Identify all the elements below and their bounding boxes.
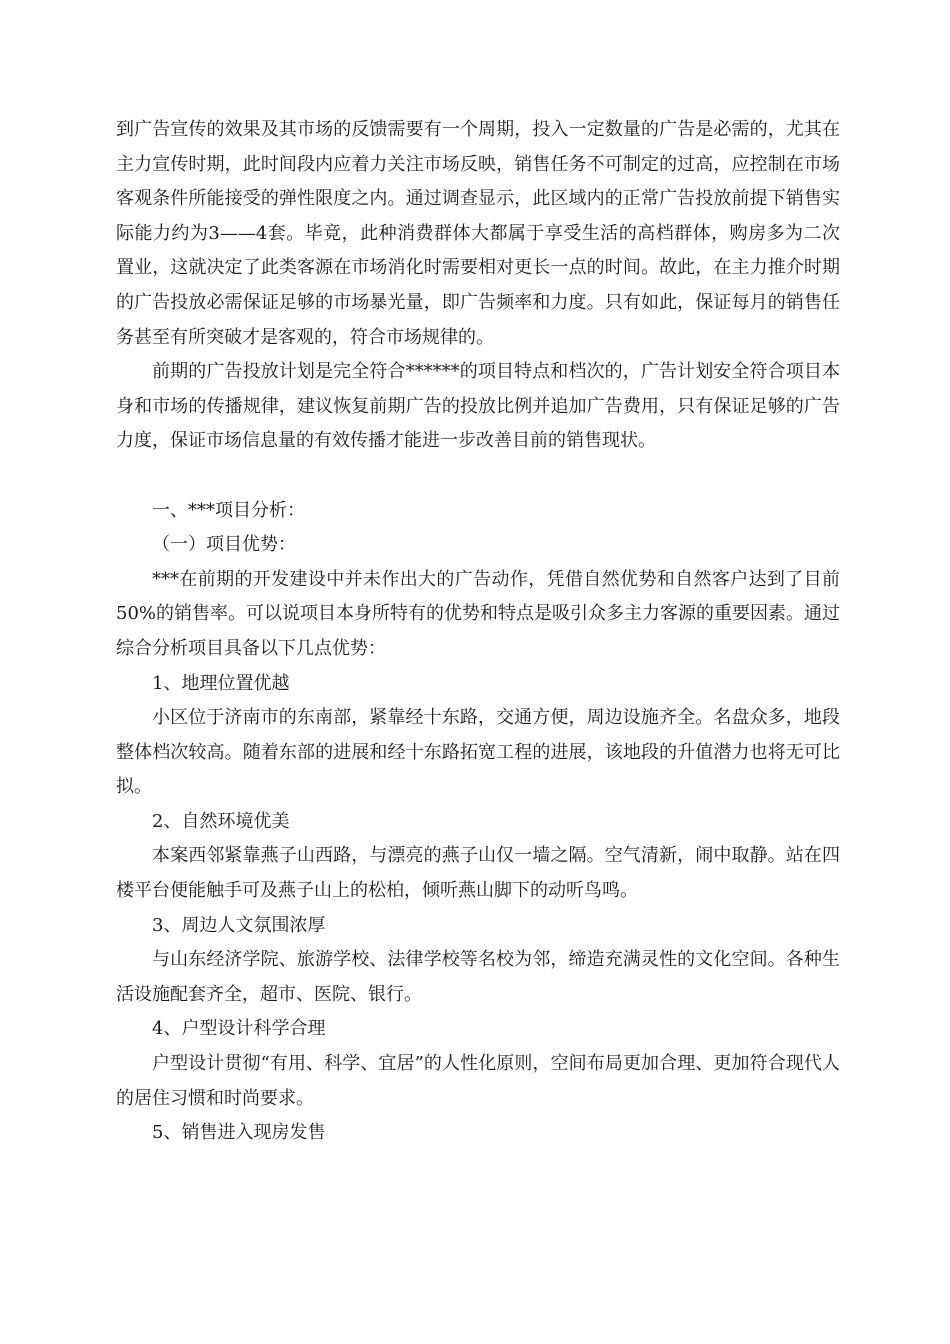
- item-text-2: 本案西邻紧靠燕子山西路，与漂亮的燕子山仅一墙之隔。空气清新，闹中取静。站在四楼平台便能触手可及燕子山上的松柏，倾听燕山脚下的动听鸟鸣。: [116, 845, 840, 902]
- subsection-heading: （一）项目优势：: [152, 534, 296, 556]
- item-text-3: 与山东经济学院、旅游学校、法律学校等名校为邻，缔造充满灵性的文化空间。各种生活设施配套齐全，超市、医院、银行。: [116, 949, 840, 1005]
- paragraph-ad-plan: 前期的广告投放计划是完全符合******的项目特点和档次的，广告计划安全符合项目本身和市场的传播规律，建议恢复前期广告的投放比例并追加广告费用，只有保证足够的广告力度，保证市场信息量的有效传播才能进一步改善目前的销售现状。: [116, 361, 840, 452]
- item-text-4: 户型设计贯彻“有用、科学、宜居”的人性化原则，空间布局更加合理、更加符合现代人的居住习惯和时尚要求。: [116, 1053, 840, 1109]
- blank-line: [116, 459, 840, 494]
- item-heading-4: 4、户型设计科学合理: [152, 1018, 326, 1040]
- document-page: [116, 113, 840, 1151]
- paragraph-continuation: 到广告宣传的效果及其市场的反馈需要有一个周期，投入一定数量的广告是必需的，尤其在主力宣传时期，此时间段内应着力关注市场反映，销售任务不可制定的过高，应控制在市场客观条件所能接受的弹性限度之内。通过调查显示，此区域内的正常广告投放前提下销售实际能力约为3——4套。毕竟，此种消费群体大都属于享受生活的高档群体，购房多为二次置业，这就决定了此类客源在市场消化时需要相对更长一点的时间。故此，在主力推介时期的广告投放必需保证足够的市场暴光量，即广告频率和力度。只有如此，保证每月的销售任务甚至有所突破才是客观的，符合市场规律的。: [116, 119, 840, 348]
- item-heading-5: 5、销售进入现房发售: [152, 1122, 326, 1144]
- item-heading-1: 1、地理位置优越: [152, 672, 290, 694]
- section-heading: 一、***项目分析：: [152, 499, 305, 521]
- paragraph-intro: ***在前期的开发建设中并未作出大的广告动作，凭借自然优势和自然客户达到了目前50%的销售率。可以说项目本身所特有的优势和特点是吸引众多主力客源的重要因素。通过综合分析项目具备以下几点优势：: [116, 568, 841, 659]
- item-heading-3: 3、周边人文氛围浓厚: [152, 914, 326, 936]
- item-heading-2: 2、自然环境优美: [152, 810, 290, 832]
- item-text-1: 小区位于济南市的东南部，紧靠经十东路，交通方便，周边设施齐全。名盘众多，地段整体档次较高。随着东部的进展和经十东路拓宽工程的进展，该地段的升值潜力也将无可比拟。: [116, 707, 840, 798]
